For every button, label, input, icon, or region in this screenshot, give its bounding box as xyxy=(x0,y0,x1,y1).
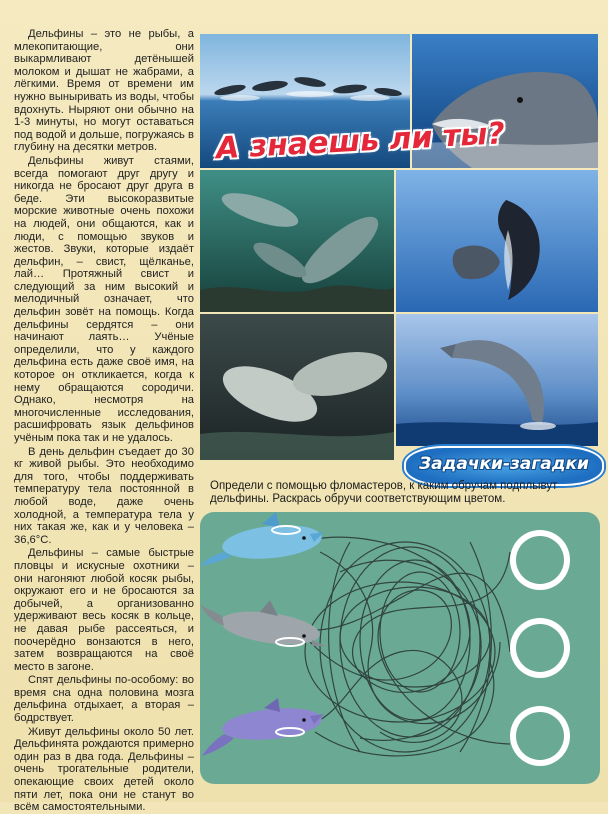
article-paragraph: Спят дельфины по-особому: во время сна одна половина мозга дельфина отдыхает, а вторая – бодрствует. xyxy=(14,674,194,725)
hoop-icon xyxy=(510,530,570,590)
banner-title: А знаешь ли ты? xyxy=(215,116,506,167)
article-paragraph: Дельфины живут стаями, всегда помогают друг другу и никогда не бросают друг друга в беде. Эти высокоразвитые морские животные очень похожи на людей, они общаются, как и люди, с помощью звуков и жестов. Звуки, которые издаёт дельфин, – свист, щёлканье, лай… Протяжный свист и следующий за ним высокий и мелодичный означает, что дельфин зовёт на помощь. Когда дельфины сердятся – они начинают лаять… Учёные определили, что у каждого дельфина есть даже своё имя, на которое он откликается, когда к нему обращаются сородичи. Однако, несмотря на многочисленные исследования, расшифровать язык дельфинов учёным пока так и не удалось. xyxy=(14,154,194,444)
dolphin-leaping-photo xyxy=(396,314,598,446)
article-text xyxy=(14,28,194,814)
dolphin-hoop-maze xyxy=(200,512,600,784)
white-whales-photo xyxy=(200,314,394,460)
article-paragraph: Дельфины – это не рыбы, а млекопитающие, они выкармливают детёнышей молоком и дышат не жабрами, а лёгкими. Время от времени им нужно выныривать из воды, чтобы вдохнуть. Ныряют они обычно на 1-3 минуты, но могут оставаться под водой и дольше, погружаясь в глубину на десятки метров. xyxy=(14,28,194,154)
hoop-icon xyxy=(510,618,570,678)
dolphin-icon xyxy=(200,512,324,566)
dolphin-icon xyxy=(202,698,324,756)
dolphins-pair-photo xyxy=(396,170,598,312)
task-instruction: Определи с помощью фломастеров, к каким обручам подплывут дельфины. Раскрась обручи соответствующим цветом. xyxy=(210,480,558,505)
article-paragraph: Живут дельфины около 50 лет. Дельфинята рождаются примерно один раз в два года. Дельфины – очень трогательные родители, опекающие своих детей около пяти лет, пока они не станут во всём самостоятельными. xyxy=(14,725,194,814)
article-paragraph: Дельфины – самые быстрые пловцы и искусные охотники – они нагоняют любой косяк рыбы, окружают его и не бросаются за добычей, а организованно удерживают весь косяк в кольце, не давая рыбе рассеяться, и поочерёдно вонзаются в него, затем возвращаются на своё место в загоне. xyxy=(14,547,194,673)
riddles-badge-label: Задачки-загадки xyxy=(419,454,589,474)
article-paragraph: В день дельфин съедает до 30 кг живой рыбы. Это необходимо для того, чтобы поддерживать температуру тела постоянной в любой воде, даже очень холодной, а температура тела у них такая же, как и у человека – 36,6°С. xyxy=(14,445,194,546)
dolphin-icon xyxy=(200,600,326,650)
dolphins-underwater-photo xyxy=(200,170,394,312)
hoop-icon xyxy=(510,706,570,766)
